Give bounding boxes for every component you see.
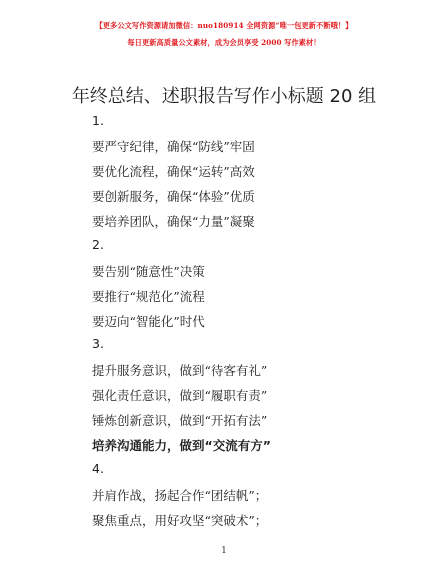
heading-line: 锤炼创新意识，做到“开拓有法” bbox=[92, 413, 268, 428]
section-number: 4. bbox=[92, 461, 104, 476]
heading-line: 并肩作战，扬起合作“团结帆”； bbox=[92, 488, 268, 503]
heading-line: 培养沟通能力，做到“交流有方” bbox=[92, 438, 271, 453]
heading-line: 要推行“规范化”流程 bbox=[92, 289, 205, 304]
page-number: 1 bbox=[221, 546, 227, 556]
heading-line: 聚焦重点，用好攻坚“突破术”； bbox=[92, 513, 268, 528]
heading-line: 要告别“随意性”决策 bbox=[92, 264, 205, 279]
heading-line: 强化责任意识，做到“履职有责” bbox=[92, 388, 268, 403]
header-notice-membership: 每日更新高质量公文素材，成为会员享受 2000 写作素材！ bbox=[127, 38, 321, 47]
heading-line: 要严守纪律，确保“防线”牢固 bbox=[92, 139, 255, 154]
header-notice-contact: 【更多公文写作资源请加微信：nuo180914 全网资源“唯一包更新不断哦！】 bbox=[95, 21, 353, 30]
heading-line: 要优化流程，确保“运转”高效 bbox=[92, 164, 255, 179]
heading-line: 要培养团队，确保“力量”凝聚 bbox=[92, 214, 255, 229]
heading-line: 要创新服务，确保“体验”优质 bbox=[92, 189, 255, 204]
heading-line: 要迈向“智能化”时代 bbox=[92, 314, 205, 329]
section-number: 3. bbox=[92, 336, 104, 351]
section-number: 1. bbox=[92, 113, 104, 128]
section-number: 2. bbox=[92, 237, 104, 252]
heading-line: 提升服务意识，做到“待客有礼” bbox=[92, 363, 268, 378]
document-title: 年终总结、述职报告写作小标题 20 组 bbox=[71, 86, 377, 107]
